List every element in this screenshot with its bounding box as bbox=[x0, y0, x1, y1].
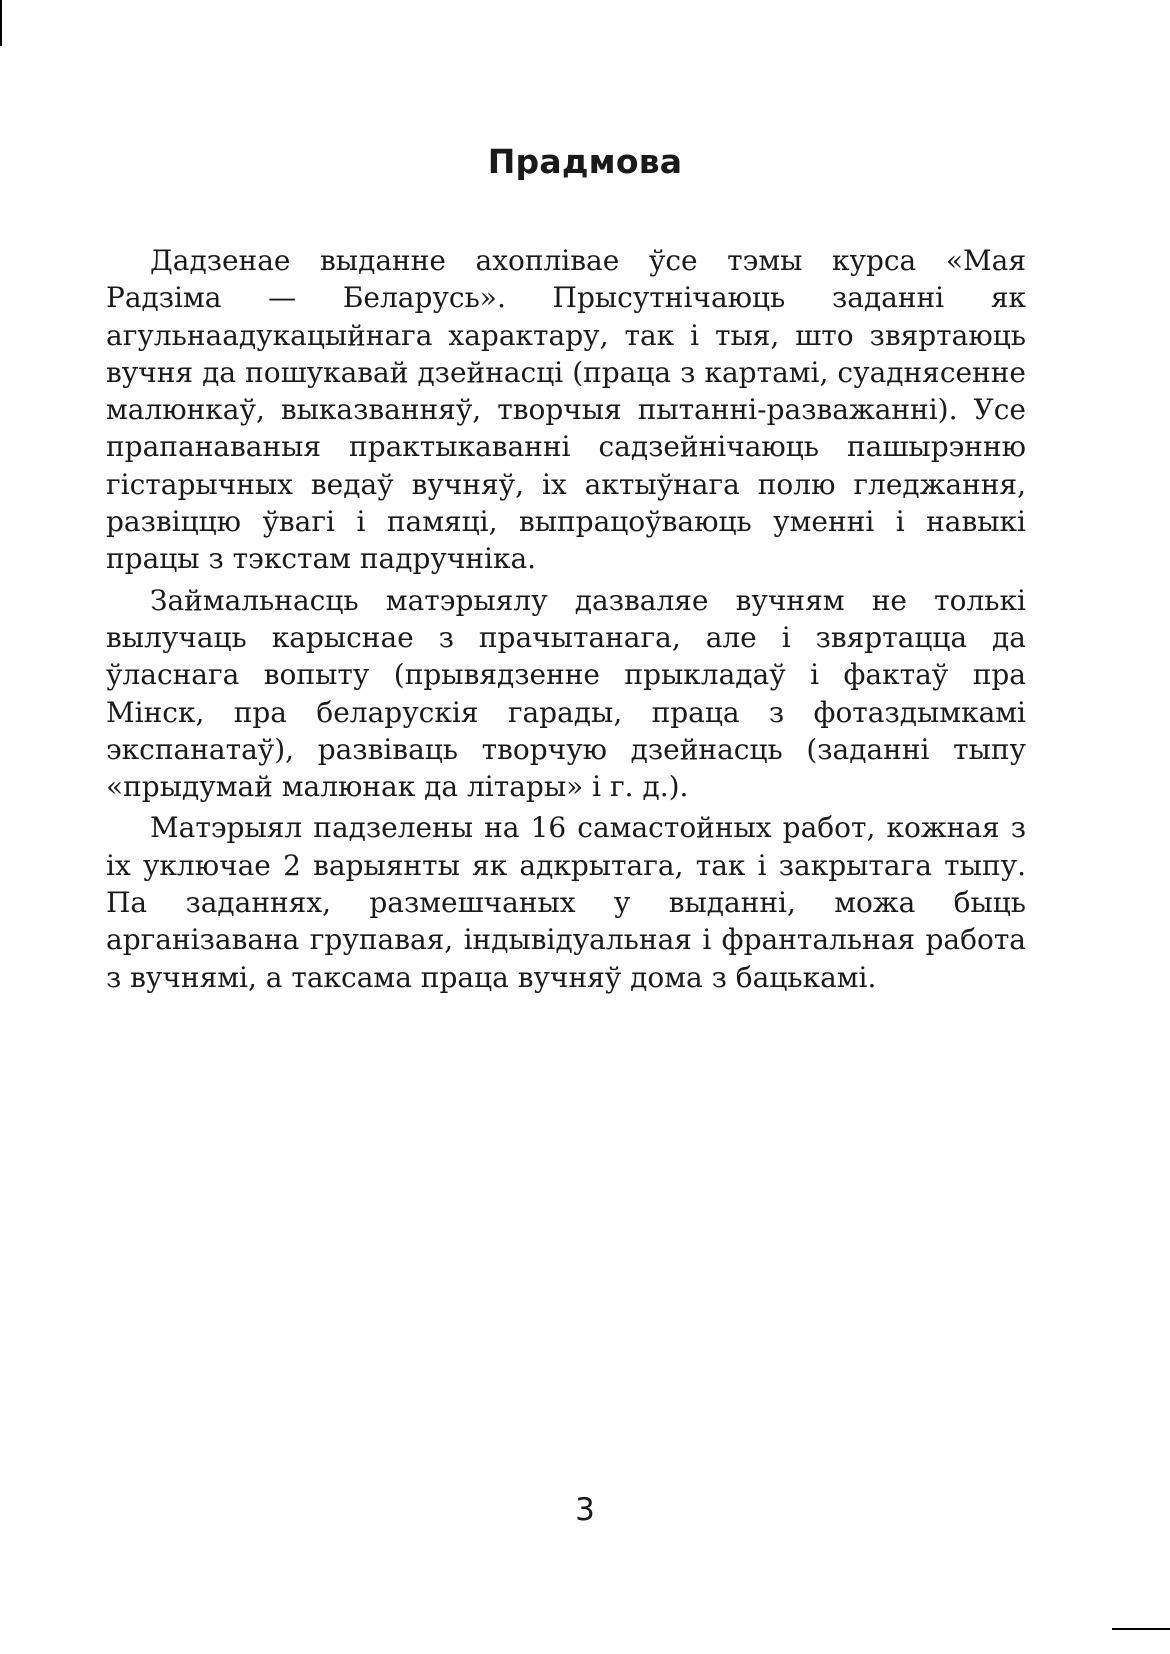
crop-mark bbox=[0, 0, 2, 46]
page-number: 3 bbox=[575, 1492, 595, 1528]
paragraph: Дадзенае выданне ахоплівае ўсе тэмы курса «Мая Радзіма — Беларусь». Прысутнічаюць заданні як агульнаадукацыйнага характару, так і тыя, што звяртаюць вучня да пошукавай дзейнасці (праца з картамі, суаднясенне малюнкаў, выказванняў, творчыя пытанні-разважанні). Усе прапанаваныя практыкаванні садзейнічаюць пашырэнню гістарычных ведаў вучняў, іх актыўнага полю гледжання, развіццю ўвагі і памяці, выпрацоўваюць уменні і навыкі працы з тэкстам падручніка. bbox=[106, 244, 1026, 576]
paragraph: Матэрыял падзелены на 16 самастойных работ, кожная з іх уключае 2 варыянты як адкрытага, так і закрытага тыпу. Па заданнях, размешчаных у выданні, можа быць арганізавана групавая, індывідуальная і франтальная работа з вучнямі, а таксама праца вучняў дома з бацькамі. bbox=[106, 811, 1026, 994]
page-title: Прадмова bbox=[487, 142, 683, 181]
paragraph: Займальнасць матэрыялу дазваляе вучням не толькі вылучаць карыснае з прачытанага, але і звяртацца да ўласнага вопыту (прывядзенне прыкладаў і фактаў пра Мінск, пра беларускія гарады, праца з фотаздымкамі экспанатаў), развіваць творчую дзейнасць (заданні тыпу «прыдумай малюнак да літары» і г. д.). bbox=[106, 583, 1026, 804]
preface-body bbox=[106, 242, 1026, 996]
crop-mark bbox=[1112, 1628, 1170, 1630]
